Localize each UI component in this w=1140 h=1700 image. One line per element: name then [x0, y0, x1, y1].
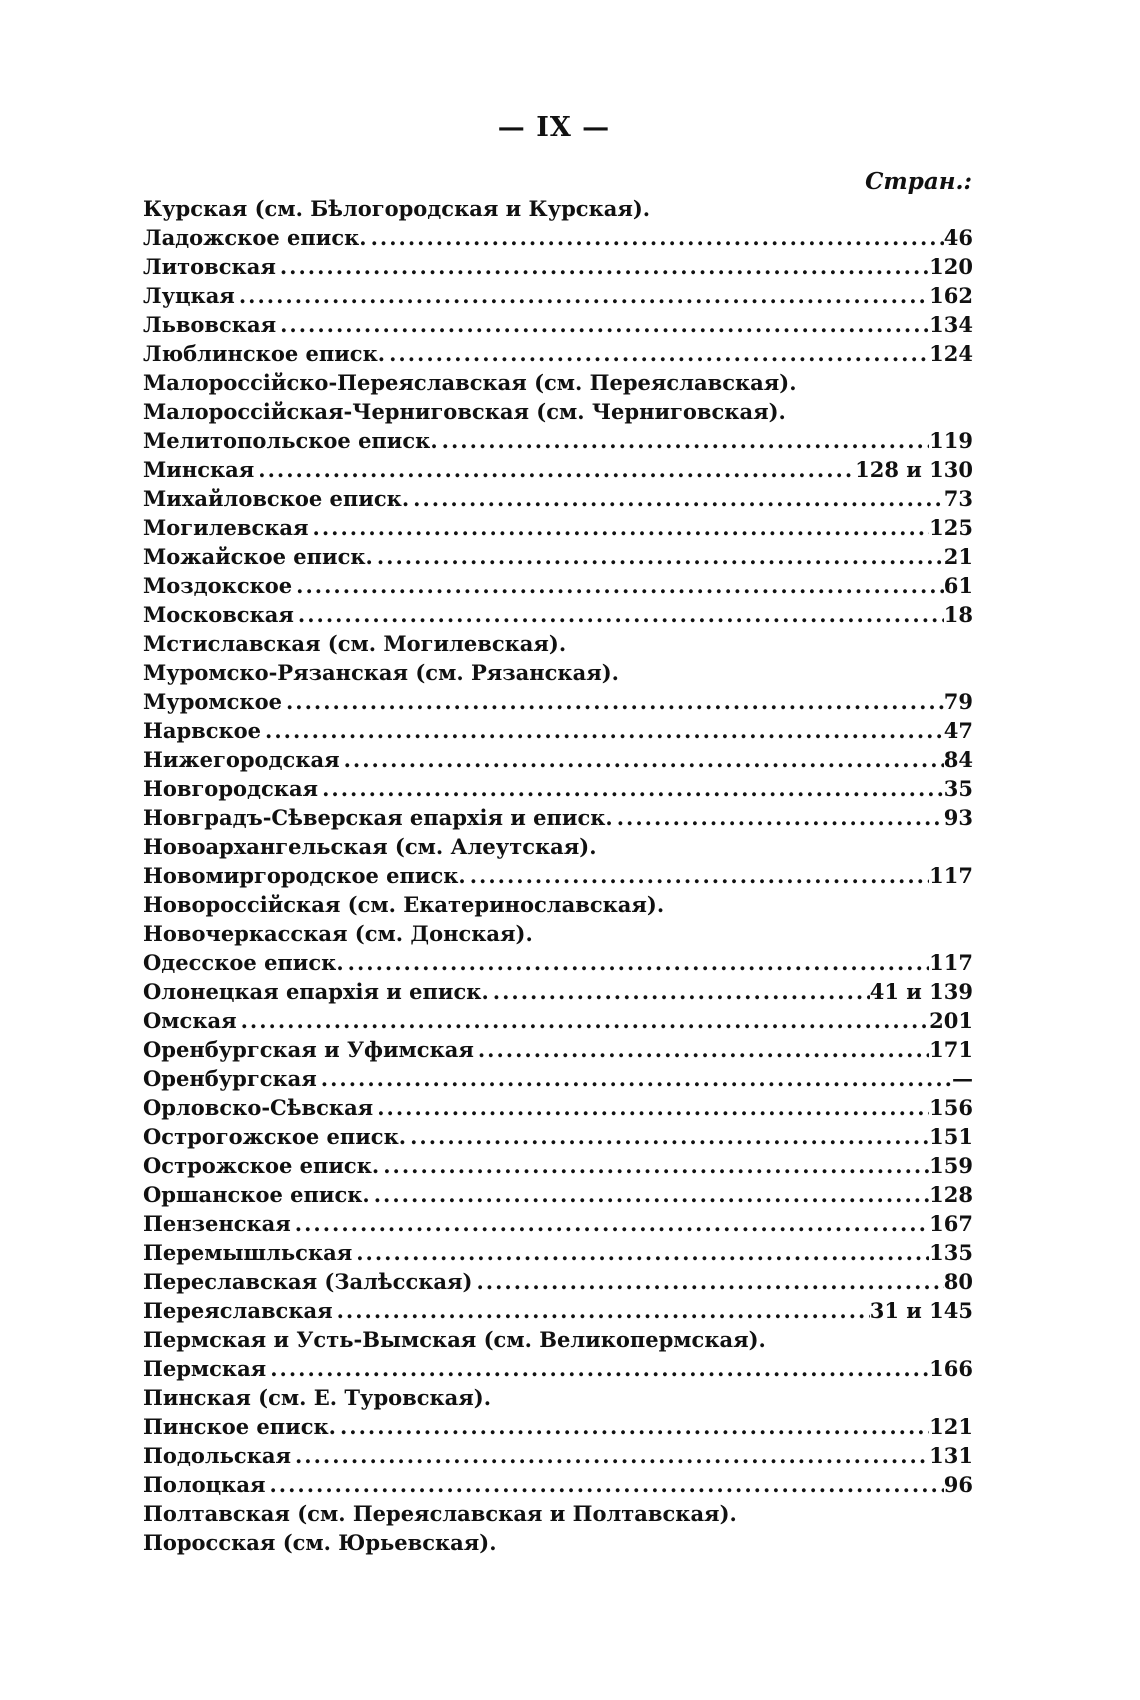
- toc-entry: [143, 1441, 973, 1470]
- toc-entry-page: 159: [929, 1153, 973, 1178]
- toc-entry: [143, 571, 973, 600]
- toc-entry-page: 119: [929, 428, 973, 453]
- toc-entry: [143, 687, 973, 716]
- dot-leader: [367, 223, 944, 252]
- toc-entry-page: 151: [929, 1124, 973, 1149]
- dot-leader: [261, 716, 944, 745]
- toc-entry: [143, 658, 973, 687]
- toc-entry: [143, 948, 973, 977]
- toc-entry-name: Полтавская (см. Переяславская и Полтавская).: [143, 1501, 737, 1526]
- toc-entry-name: Оренбургская и Уфимская: [143, 1037, 474, 1062]
- toc-entry-name: Моздокское: [143, 573, 293, 598]
- toc-entry-page: —: [952, 1066, 973, 1091]
- dot-leader: [406, 1122, 929, 1151]
- toc-entry: [143, 1006, 973, 1035]
- toc-entry-name: Олонецкая епархія и еписк.: [143, 979, 489, 1004]
- toc-entry-page: 46: [943, 225, 973, 250]
- toc-entry-name: Люблинское еписк.: [143, 341, 386, 366]
- dot-leader: [292, 571, 944, 600]
- toc-entry-name: Переяславская: [143, 1298, 333, 1323]
- dot-leader: [254, 455, 855, 484]
- toc-entry: [143, 484, 973, 513]
- dot-leader: [276, 252, 929, 281]
- dot-leader: [370, 1180, 929, 1209]
- toc-entry-name: Орловско-Сѣвская: [143, 1095, 374, 1120]
- dot-leader: [276, 310, 929, 339]
- toc-entry: [143, 1151, 973, 1180]
- toc-entry: [143, 1122, 973, 1151]
- toc-entry-page: 121: [929, 1414, 973, 1439]
- toc-entry-name: Минская: [143, 457, 255, 482]
- toc-entry-page: 131: [929, 1443, 973, 1468]
- toc-entry: [143, 1412, 973, 1441]
- toc-entry-name: Можайское еписк.: [143, 544, 373, 569]
- toc-entry: [143, 1180, 973, 1209]
- toc-entry-name: Пинское еписк.: [143, 1414, 336, 1439]
- toc-entry: [143, 1528, 973, 1557]
- page-column-header: Стран.:: [865, 168, 972, 195]
- toc-entry-name: Московская: [143, 602, 294, 627]
- toc-entry-name: Пермская: [143, 1356, 267, 1381]
- toc-entry-name: Пермская и Усть-Вымская (см. Великопермская).: [143, 1327, 766, 1352]
- toc-entry: [143, 1499, 973, 1528]
- toc-entry-name: Новградъ-Сѣверская епархія и еписк.: [143, 805, 613, 830]
- toc-entry-page: 120: [929, 254, 973, 279]
- toc-entry: [143, 426, 973, 455]
- dot-leader: [344, 948, 930, 977]
- toc-entry-name: Могилевская: [143, 515, 309, 540]
- toc-entry: [143, 1354, 973, 1383]
- toc-entry: [143, 890, 973, 919]
- toc-entry: [143, 513, 973, 542]
- toc-entry: [143, 281, 973, 310]
- toc-entry-name: Луцкая: [143, 283, 235, 308]
- dot-leader: [438, 426, 930, 455]
- toc-entry-name: Острожское еписк.: [143, 1153, 380, 1178]
- dot-leader: [385, 339, 929, 368]
- dot-leader: [472, 1267, 943, 1296]
- toc-entry: [143, 397, 973, 426]
- dot-leader: [474, 1035, 929, 1064]
- toc-entry: [143, 861, 973, 890]
- dot-leader: [613, 803, 944, 832]
- toc-entry-name: Поросская (см. Юрьевская).: [143, 1530, 497, 1555]
- dot-leader: [333, 1296, 870, 1325]
- toc-entry: [143, 977, 973, 1006]
- toc-entry-name: Переславская (Залѣсская): [143, 1269, 473, 1294]
- dot-leader: [294, 600, 944, 629]
- toc-entry-name: Острогожское еписк.: [143, 1124, 407, 1149]
- dot-leader: [235, 281, 929, 310]
- toc-entry-page: 124: [929, 341, 973, 366]
- toc-entry-page: 31 и 145: [869, 1298, 973, 1323]
- toc-entry-name: Подольская: [143, 1443, 291, 1468]
- toc-entry: [143, 223, 973, 252]
- toc-entry-page: 117: [929, 863, 973, 888]
- toc-entry-name: Новоархангельская (см. Алеутская).: [143, 834, 597, 859]
- toc-entry-name: Нижегородская: [143, 747, 340, 772]
- dot-leader: [340, 745, 944, 774]
- toc-entry: [143, 716, 973, 745]
- toc-entry-name: Мелитопольское еписк.: [143, 428, 438, 453]
- table-of-contents: [143, 194, 973, 1557]
- toc-entry-name: Литовская: [143, 254, 276, 279]
- dot-leader: [336, 1412, 929, 1441]
- toc-entry: [143, 600, 973, 629]
- toc-entry-page: 128: [929, 1182, 973, 1207]
- toc-entry-name: Львовская: [143, 312, 277, 337]
- toc-entry: [143, 919, 973, 948]
- toc-entry-name: Одесское еписк.: [143, 950, 344, 975]
- toc-entry-page: 117: [929, 950, 973, 975]
- dot-leader: [373, 1093, 929, 1122]
- dot-leader: [266, 1354, 929, 1383]
- toc-entry: [143, 803, 973, 832]
- toc-entry-page: 167: [929, 1211, 973, 1236]
- toc-entry-page: 201: [929, 1008, 973, 1033]
- toc-entry: [143, 368, 973, 397]
- dot-leader: [317, 1064, 952, 1093]
- toc-entry: [143, 455, 973, 484]
- toc-entry-name: Оренбургская: [143, 1066, 317, 1091]
- toc-entry-name: Мстиславская (см. Могилевская).: [143, 631, 567, 656]
- toc-entry-page: 93: [943, 805, 973, 830]
- toc-entry-page: 79: [943, 689, 973, 714]
- toc-entry-page: 61: [943, 573, 973, 598]
- toc-entry-page: 47: [943, 718, 973, 743]
- toc-entry-page: 135: [929, 1240, 973, 1265]
- page-number: — IX —: [497, 112, 611, 143]
- toc-entry-name: Муромское: [143, 689, 282, 714]
- toc-entry: [143, 1296, 973, 1325]
- dot-leader: [373, 542, 944, 571]
- toc-entry-page: 125: [929, 515, 973, 540]
- dot-leader: [265, 1470, 943, 1499]
- toc-entry-page: 134: [929, 312, 973, 337]
- toc-entry-page: 80: [943, 1269, 973, 1294]
- toc-entry-name: Полоцкая: [143, 1472, 266, 1497]
- toc-entry: [143, 1093, 973, 1122]
- toc-entry-name: Михайловское еписк.: [143, 486, 410, 511]
- toc-entry-page: 96: [943, 1472, 973, 1497]
- toc-entry-page: 35: [943, 776, 973, 801]
- toc-entry-page: 171: [929, 1037, 973, 1062]
- toc-entry-name: Оршанское еписк.: [143, 1182, 370, 1207]
- toc-entry-name: Пинская (см. Е. Туровская).: [143, 1385, 492, 1410]
- toc-entry-name: Малороссійская-Черниговская (см. Черниговская).: [143, 399, 786, 424]
- toc-entry: [143, 745, 973, 774]
- dot-leader: [237, 1006, 930, 1035]
- toc-entry-name: Муромско-Рязанская (см. Рязанская).: [143, 660, 619, 685]
- toc-entry: [143, 310, 973, 339]
- toc-entry-page: 73: [943, 486, 973, 511]
- toc-entry: [143, 1470, 973, 1499]
- toc-entry-page: 156: [929, 1095, 973, 1120]
- toc-entry: [143, 1209, 973, 1238]
- dot-leader: [309, 513, 930, 542]
- toc-entry-page: 166: [929, 1356, 973, 1381]
- toc-entry: [143, 1267, 973, 1296]
- dot-leader: [489, 977, 870, 1006]
- toc-entry-page: 21: [943, 544, 973, 569]
- toc-entry: [143, 542, 973, 571]
- toc-entry-name: Курская (см. Бѣлогородская и Курская).: [143, 196, 651, 221]
- dot-leader: [379, 1151, 929, 1180]
- toc-entry: [143, 1325, 973, 1354]
- toc-entry: [143, 774, 973, 803]
- toc-entry: [143, 1383, 973, 1412]
- toc-entry-name: Нарвское: [143, 718, 262, 743]
- dot-leader: [466, 861, 929, 890]
- toc-entry: [143, 1035, 973, 1064]
- toc-entry-page: 162: [929, 283, 973, 308]
- toc-entry: [143, 194, 973, 223]
- toc-entry-name: Новомиргородское еписк.: [143, 863, 466, 888]
- toc-entry-name: Омская: [143, 1008, 237, 1033]
- toc-entry-name: Новороссійская (см. Екатеринославская).: [143, 892, 665, 917]
- toc-entry: [143, 1064, 973, 1093]
- toc-entry-name: Ладожское еписк.: [143, 225, 367, 250]
- dot-leader: [409, 484, 944, 513]
- toc-entry: [143, 252, 973, 281]
- toc-entry-name: Пензенская: [143, 1211, 291, 1236]
- toc-entry-name: Новгородская: [143, 776, 319, 801]
- dot-leader: [291, 1209, 929, 1238]
- dot-leader: [318, 774, 944, 803]
- toc-entry-name: Новочеркасская (см. Донская).: [143, 921, 533, 946]
- toc-entry-page: 41 и 139: [869, 979, 973, 1004]
- toc-entry-name: Перемышльская: [143, 1240, 353, 1265]
- toc-entry-name: Малороссійско-Переяславская (см. Переяславская).: [143, 370, 797, 395]
- dot-leader: [291, 1441, 929, 1470]
- toc-entry: [143, 339, 973, 368]
- toc-entry: [143, 1238, 973, 1267]
- toc-entry: [143, 832, 973, 861]
- toc-entry-page: 84: [943, 747, 973, 772]
- dot-leader: [282, 687, 944, 716]
- toc-entry-page: 18: [943, 602, 973, 627]
- toc-entry-page: 128 и 130: [855, 457, 973, 482]
- dot-leader: [352, 1238, 929, 1267]
- toc-entry: [143, 629, 973, 658]
